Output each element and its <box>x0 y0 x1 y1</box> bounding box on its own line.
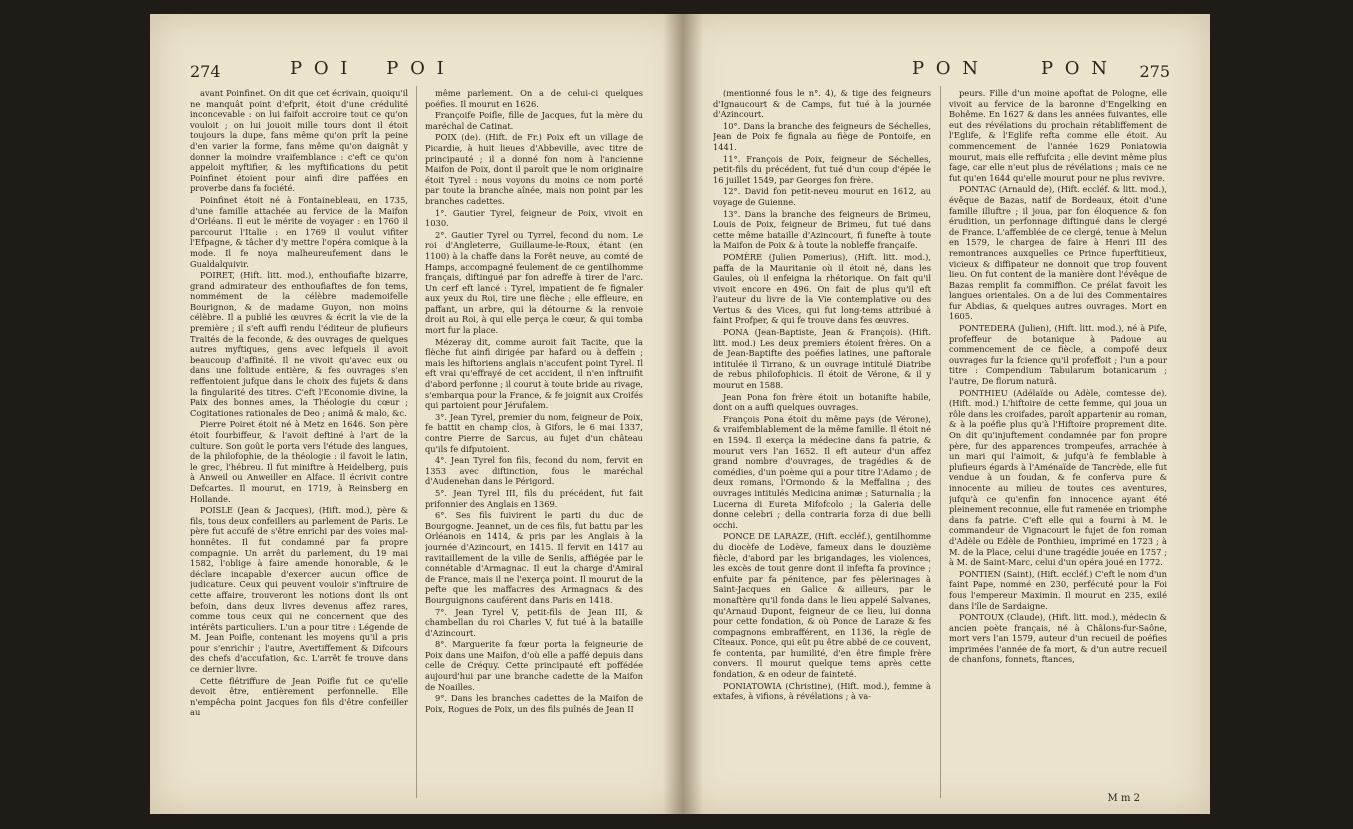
left-page-column-2 <box>425 88 643 800</box>
paragraph: PONA (Jean-Baptiste, Jean & François). (Hift. litt. mod.) Les deux premiers étoient frères. On a de Jean-Baptifte des poéfies latines, une paftorale intitulée il Tirrano, & un ouvrage intitulé Diatribe de rebus philofophicis. Il étoit de Vérone, & il y mourut en 1588. <box>713 327 931 391</box>
left-headword: P O I <box>290 58 351 79</box>
right-page-column-2 <box>949 88 1167 800</box>
signature-mark: M m 2 <box>1107 793 1140 804</box>
center-headword-right: P O N <box>911 58 982 79</box>
paragraph: peurs. Fille d'un moine apoftat de Pologne, elle vivoit au fervice de la baronne d'Engelking en Bohême. En 1627 & dans les années fuivantes, elle eut des révélations du prochain rétabliffement de l'Eglife, & l'Eglife refta comme elle étoit. Au commencement de l'année 1629 Poniatowia mourut, mais elle reffufcita ; elle devint même plus fage, car elle n'eut plus de révélations ; mais ce ne fut qu'en 1644 qu'elle mourut pour ne plus revivre. <box>949 88 1167 183</box>
paragraph: 3°. Jean Tyrel, premier du nom, feigneur de Poix, fe battit en champ clos, à Gifors, le 6 mai 1337, contre Pierre de Sarcus, au fujet d'un château qu'ils fe difputoient. <box>425 411 643 454</box>
right-page <box>683 14 1210 814</box>
paragraph: POISLE (Jean & Jacques), (Hift. mod.), père & fils, tous deux confeillers au parlement de Paris. Le père fut accufé de s'être enrichi par des voies mal-honnêtes. Il fut condamné par fa propre compagnie. Un arrêt du parlement, du 19 mai 1582, l'oblige à faire amende honorable, & le déclare incapable d'exercer aucun office de judicature. Ceux qui peuvent vouloir s'inftruire de cette affaire, trouveront les notions dont ils ont befoin, dans deux livres devenus affez rares, comme tous ceux qui ne concernent que des intérêts particuliers. L'un a pour titre : Légende de M. Jean Poifle, contenant les moyens qu'il a pris pour s'enrichir ; l'autre, Avertiffement & Difcours des chefs d'accufation, &c. L'arrêt fe trouve dans ce dernier livre. <box>190 505 408 675</box>
paragraph: Pierre Poiret étoit né à Metz en 1646. Son père étoit fourbiffeur, & l'avoit deftiné à l'art de la culture. Son goût le porta vers l'étude des langues, de la philofophie, de la théologie : il favoit le latin, le grec, l'hébreu. Il fut miniftre à Heidelberg, puis à Anweil ou Anweiller en Alface. Il écrivit contre Defcartes. Il mourut, en 1719, à Reinsberg en Hollande. <box>190 419 408 504</box>
left-page-number: 274 <box>190 62 221 81</box>
paragraph: POMÈRE (Julien Pomerius), (Hift. litt. mod.), paffa de la Mauritanie où il étoit né, dans les Gaules, où il enfeigna la rhétorique. On fait qu'il vivoit encore en 496. On fait de plus qu'il eft l'auteur du livre de la Vie contemplative ou des Vertus & des Vices, qui fut long-tems attribué à faint Profper, & qui fe trouve dans fes œuvres. <box>713 251 931 326</box>
paragraph: 4°. Jean Tyrel fon fils, fecond du nom, fervit en 1353 avec diftinction, fous le maréchal d'Audenehan dans le Périgord. <box>425 455 643 487</box>
right-page-number: 275 <box>1139 62 1170 81</box>
book-gutter <box>663 14 703 814</box>
paragraph: POIX (de). (Hift. de Fr.) Poix eft un village de Picardie, à huit lieues d'Abbeville, avec titre de principauté ; il a donné fon nom à l'ancienne Maifon de Poix, dont il paroît que le nom originaire étoit Tyrel : nous voyons du moins ce nom porté par toute la branche aînée, mais non point par les branches cadettes. <box>425 132 643 206</box>
paragraph: Mézeray dit, comme auroit fait Tacite, que la flèche fut ainfi dirigée par hafard ou à deffein ; mais les hiftoriens anglais n'accufent point Tyrel. Il eft vrai qu'effrayé de cet accident, il n'en inftruifit d'abord perfonne ; il courut à toute bride au rivage, s'embarqua pour la France, & fe joignit aux Croifés qui partoient pour Jérufalem. <box>425 336 643 411</box>
paragraph: 5°. Jean Tyrel III, fils du précédent, fut fait prifonnier des Anglais en 1369. <box>425 487 643 509</box>
paragraph: avant Poinfinet. On dit que cet écrivain, quoiqu'il ne manquât point d'efprit, étoit d'une crédulité inconcevable : on lui faifoit accroire tout ce qu'on vouloit ; on lui jouoit mille tours dont il étoit toujours la dupe, fans même qu'on prît la peine d'en varier la forme, fans même qu'on daignât y donner la moindre vraifemblance : c'eft ce qu'on appeloit myftifier, & les myftifications du petit Poinfinet étoient pour ainfi dire paffées en proverbe dans fa fociété. <box>190 88 408 194</box>
paragraph: Jean Pona fon frère étoit un botanifte habile, dont on a auffi quelques ouvrages. <box>713 391 931 413</box>
paragraph: 13°. Dans la branche des feigneurs de Brimeu, Louis de Poix, feigneur de Brimeu, fut tué dans cette même bataille d'Azincourt, fi funefte à toute la Maifon de Poix & à toute la nobleffe françaife. <box>713 208 931 251</box>
column-divider <box>416 86 417 798</box>
paragraph: 6°. Ses fils fuivirent le parti du duc de Bourgogne. Jeannet, un de ces fils, fut battu par les Orléanois en 1414, & pris par les Anglais à la journée d'Azincourt, en 1415. Il fervit en 1417 au ravitaillement de la ville de Senlis, affiégée par le connétable d'Armagnac. Il eut la charge d'Amiral de France, mais il ne l'exerça point. Il mourut de la pefte que les maffacres des Armagnacs & des Bourguignons cauférent dans Paris en 1418. <box>425 510 643 605</box>
paragraph: 2°. Gautier Tyrel ou Tyrrel, fecond du nom. Le roi d'Angleterre, Guillaume-le-Roux, étant (en 1100) à la chaffe dans la Forêt neuve, au comté de Hamps, accompagné feulement de ce gentilhomme français, diftingué par fon adreffe à tirer de l'arc. Un cerf eft lancé : Tyrel, impatient de fe fignaler aux yeux du Roi, tire une flèche ; elle effleure, en paffant, un arbre, qui la détourne & la renvoie droit au Roi, à qui elle perça le cœur, & qui tomba mort fur la place. <box>425 229 643 336</box>
paragraph: François Pona étoit du même pays (de Vérone), & vraifemblablement de la même famille. Il étoit né en 1594. Il exerça la médecine dans fa patrie, & mourut vers l'an 1652. Il eft auteur d'un affez grand nombre d'ouvrages, de tragédies & de comédies, d'un poème qui a pour titre l'Adamo ; de deux romans, l'Ormondo & la Meffalina ; des ouvrages intitulés Medicina animæ ; Saturnalia ; la Lucerna di Eureta Mifofcolo ; la Galeria delle donne celebri ; della contraria forza di due belli occhi. <box>713 413 931 530</box>
left-page <box>150 14 683 814</box>
left-running-head <box>190 58 643 86</box>
paragraph: PONTOUX (Claude), (Hift. litt. mod.), médecin & ancien poète français, né à Châlons-fur-Saône, mort vers l'an 1579, auteur d'un recueil de poéfies imprimées l'année de fa mort, & d'un autre recueil de chanfons, fonnets, ftances, <box>949 612 1167 665</box>
left-page-column-1 <box>190 88 408 800</box>
paragraph: Cette flétriffure de Jean Poifle fut ce qu'elle devoit être, entièrement perfonnelle. Elle n'empêcha point Jacques fon fils d'être confeiller au <box>190 675 408 718</box>
paragraph: même parlement. On a de celui-ci quelques poéfies. Il mourut en 1626. <box>425 88 643 109</box>
paragraph: Françoife Poifle, fille de Jacques, fut la mère du maréchal de Catinat. <box>425 110 643 131</box>
paragraph: 10°. Dans la branche des feigneurs de Séchelles, Jean de Poix fe fignala au fiège de Pontoife, en 1441. <box>713 120 931 152</box>
paragraph: 1°. Gautier Tyrel, feigneur de Poix, vivoit en 1030. <box>425 207 643 229</box>
right-page-column-1 <box>713 88 931 800</box>
right-running-head <box>723 58 1170 86</box>
paragraph: 9°. Dans les branches cadettes de la Maifon de Poix, Rogues de Poix, un des fils puînés de Jean II <box>425 693 643 714</box>
paragraph: POIRET, (Hift. litt. mod.), enthoufiafte bizarre, grand admirateur des enthoufiaftes de fon tems, nommément de la célèbre mademoifelle Bourignon, & de madame Guyon, non moins célèbre. Il a publié les œuvres & écrit la vie de la première ; il s'eft auffi rendu l'éditeur de plufieurs Traités de la feconde, & des ouvrages de quelques autres myftiques, gens avec lefquels il avoit beaucoup d'affinité. Il ne vivoit qu'avec eux ou dans une folitude entière, & fes ouvrages s'en reffentoient jufque dans le choix des fujets & dans la fingularité des titres. C'eft l'Economie divine, la Paix des bonnes ames, la Théologie du cœur ; Cogitationes rationales de Deo ; animâ & malo, &c. <box>190 270 408 418</box>
paragraph: PONTHIEU (Adélaïde ou Adèle, comtesse de). (Hift. mod.) L'hiftoire de cette femme, qui joua un rôle dans les croifades, paroît appartenir au roman, & à la poéfie plus qu'à l'Hiftoire proprement dite. On dit qu'injuftement condamnée par fon propre père, fur des apparences trompeufes, arrachée à un mari qui l'aimoit, & jufqu'à fe femblable à plufieurs égards à l'Aménaïde de Tancrède, elle fut vendue à un foudan, & fe conferva pure & innocente au milieu de toutes ces aventures, jufqu'à ce qu'enfin fon innocence ayant été pleinement reconnue, elle fut ramenée en triomphe dans fa patrie. C'eft elle qui a fourni à M. le commandeur de Vignacourt le fujet de fon roman d'Adèle ou Edèle de Ponthieu, imprimé en 1723 ; à M. de la Place, celui d'une tragédie jouée en 1757 ; à M. de Saint-Marc, celui d'un opéra joué en 1772. <box>949 387 1167 568</box>
paragraph: PONCE DE LARAZE, (Hift. eccléf.), gentilhomme du diocèfe de Lodève, fameux dans le douzième fiècle, d'abord par les brigandages, les violences, les excès de tout genre dont il infefta fa province ; enfuite par fa pénitence, par fes pèlerinages à Saint-Jacques en Galice & ailleurs, par le monaftère qu'il fonda dans le lieu appelé Salvanes, qu'Arnaud Dupont, feigneur de ce lieu, lui donna pour cette fondation, & où Ponce de Laraze & fes compagnons embrafférent, en 1136, la règle de Cîteaux. Ponce, qui eût pu être abbé de ce couvent, fe contenta, par humilité, d'en être fimple frère convers. Il mourut quelque tems après cette fondation, & en odeur de fainteté. <box>713 531 931 680</box>
paragraph: Poinfinet étoit né à Fontainebleau, en 1735, d'une famille attachée au fervice de la Maifon d'Orléans. Il eut le mérite de voyager : en 1760 il parcourut l'Italie : en 1769 il voulut vifiter l'Efpagne, & tâcher d'y mettre l'opéra comique à la mode. Il fe noya malheureufement dans le Gualdalquivir. <box>190 194 408 269</box>
paragraph: PONTIEN (Saint), (Hift. eccléf.) C'eft le nom d'un faint Pape, nommé en 230, perfécuté pour la Foi fous l'empereur Maximin. Il mourut en 235, exilé dans l'île de Sardaigne. <box>949 568 1167 611</box>
paragraph: 7°. Jean Tyrel V, petit-fils de Jean III, & chambellan du roi Charles V, fut tué à la bataille d'Azincourt. <box>425 606 643 638</box>
paragraph: 8°. Marguerite fa fœur porta la feigneurie de Poix dans une Maifon, d'où elle a paffé depuis dans celle de Créquy. Cette principauté eft poffédée aujourd'hui par une branche cadette de la Maifon de Noailles. <box>425 639 643 692</box>
paragraph: 11°. François de Poix, feigneur de Séchelles, petit-fils du précédent, fut tué d'un coup d'épée le 16 juillet 1549, par Georges fon frère. <box>713 153 931 185</box>
paragraph: PONIATOWIA (Christine), (Hift. mod.), femme à extafes, à vifions, à révélations ; à va- <box>713 680 931 702</box>
paragraph: 12°. David fon petit-neveu mourut en 1612, au voyage de Guienne. <box>713 186 931 207</box>
paragraph: (mentionné fous le n°. 4), & tige des feigneurs d'Ignaucourt & de Camps, fut tué à la journée d'Azincourt. <box>713 88 931 120</box>
paragraph: PONTAC (Arnauld de), (Hift. eccléf. & litt. mod.), évêque de Bazas, natif de Bordeaux, étoit d'une famille illuftre ; il joua, par fon éloquence & fon érudition, un perfonnage diftingué dans le clergé de France. L'affemblée de ce clergé, tenue à Melun en 1579, le chargea de faire à Henri III des remontrances auxquelles ce Prince fuperftitieux, vicieux & diffipateur ne donnoit que trop fouvent lieu. On fut content de la manière dont l'évêque de Bazas remplit fa commiffion. Ce prélat favoit les langues orientales. On a de lui des Commentaires fur Abdias, & quelques autres ouvrages. Mort en 1605. <box>949 184 1167 322</box>
column-divider <box>940 86 941 798</box>
right-headword: P O N <box>1040 58 1110 79</box>
paragraph: PONTEDERA (Julien), (Hift. litt. mod.), né à Pife, profeffeur de botanique à Padoue au commencement de ce fiècle, a compofé deux ouvrages fur la fcience qu'il profeffoit ; l'un a pour titre : Compendium Tabularum botanicarum ; l'autre, De florum naturâ. <box>949 323 1167 387</box>
center-headword-left: P O I <box>386 58 447 79</box>
